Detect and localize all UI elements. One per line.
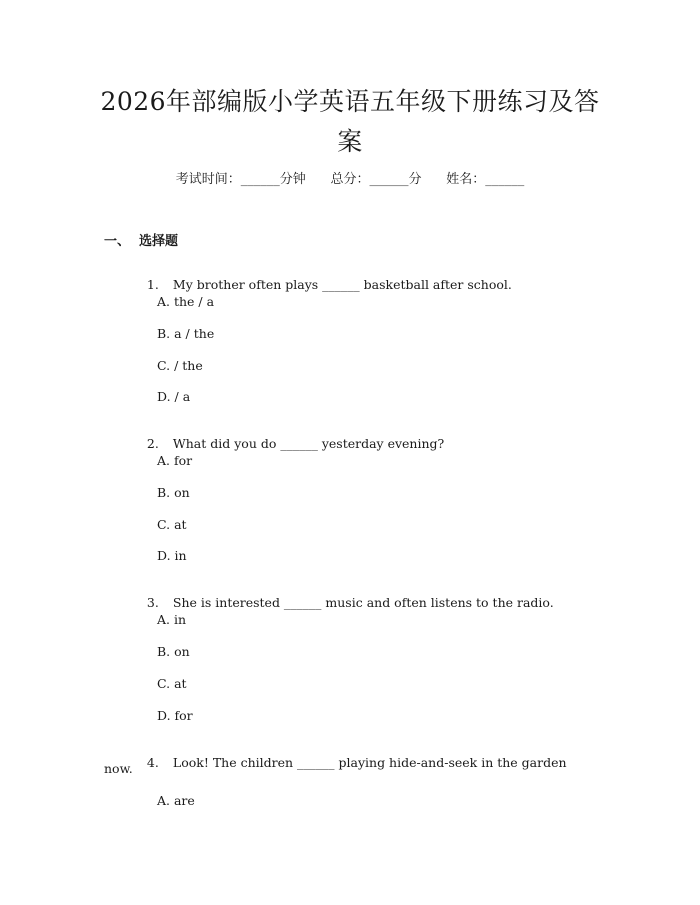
question-3 [131, 580, 554, 625]
question-3-option-c: C. at [157, 676, 187, 691]
question-number: 1. [146, 277, 159, 292]
question-1-option-a: A. the / a [157, 294, 215, 309]
document-title: 2026年部编版小学英语五年级下册练习及答案 [100, 87, 600, 156]
question-1-option-c: C. / the [157, 358, 203, 373]
question-2-option-d: D. in [157, 548, 187, 563]
question-2-option-c: C. at [157, 517, 187, 532]
question-3-option-b: B. on [157, 644, 190, 659]
question-4-option-a: A. are [157, 793, 195, 808]
question-text: What did you do ______ yesterday evening? [172, 436, 445, 451]
exam-info-line: 考试时间：______分钟 总分：______分 姓名：______ [175, 172, 525, 187]
question-text: Look! The children ______ playing hide-and-seek in the garden [172, 755, 567, 770]
question-number: 4. [146, 755, 159, 770]
question-1-option-d: D. / a [157, 389, 191, 404]
question-number: 3. [146, 595, 159, 610]
question-1-option-b: B. a / the [157, 326, 215, 341]
question-4 [131, 740, 567, 785]
section-heading: 一、 选择题 [104, 234, 179, 249]
question-2-option-b: B. on [157, 485, 190, 500]
question-3-option-a: A. in [157, 612, 187, 627]
question-2-option-a: A. for [157, 453, 193, 468]
question-4-continuation: now. [104, 761, 133, 776]
question-3-option-d: D. for [157, 708, 193, 723]
question-number: 2. [146, 436, 159, 451]
question-text: She is interested ______ music and often listens to the radio. [172, 595, 554, 610]
question-text: My brother often plays ______ basketball after school. [172, 277, 512, 292]
